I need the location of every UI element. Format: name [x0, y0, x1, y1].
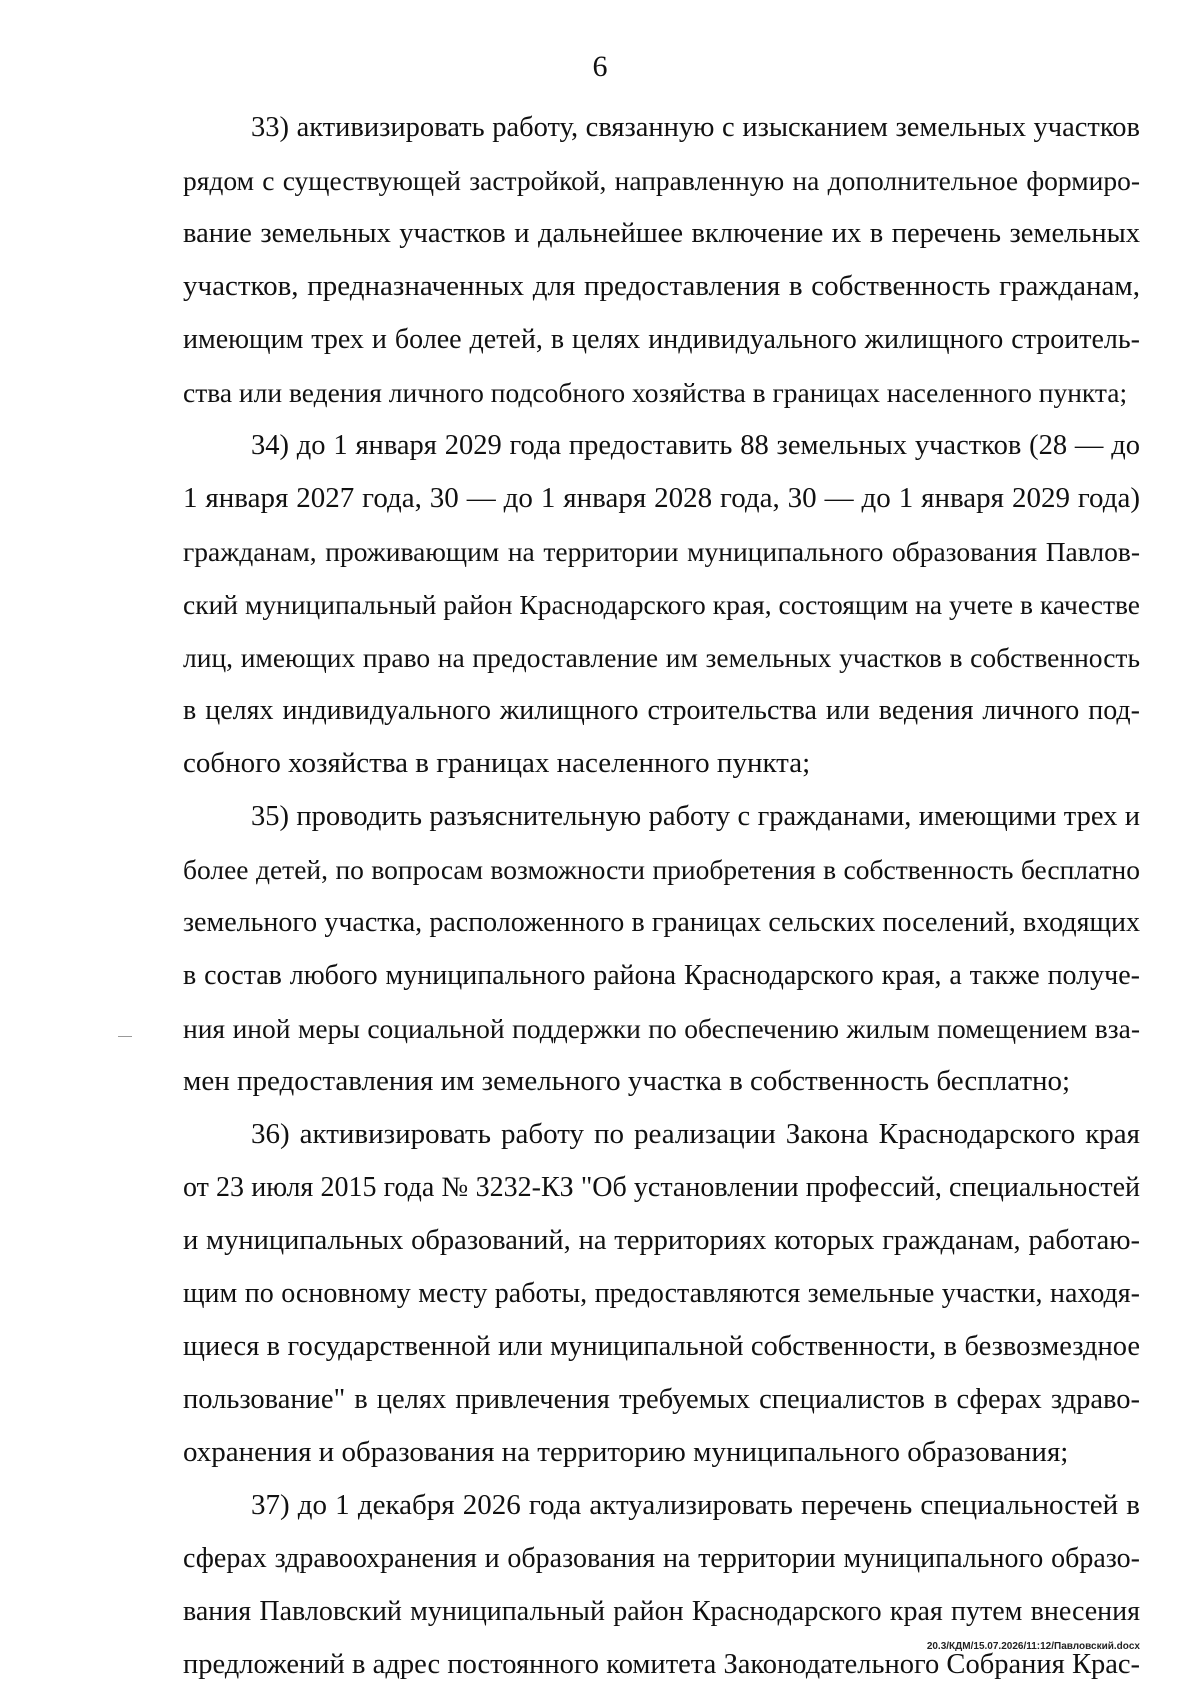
- text-line: 34) до 1 января 2029 года предоставить 88 земельных участков (28 — до: [251, 430, 1140, 461]
- text-line: гражданам, проживающим на территории муниципального образования Павлов-: [183, 536, 1140, 567]
- text-line: более детей, по вопросам возможности приобретения в собственность бесплатно: [183, 854, 1140, 885]
- text-line: охранения и образования на территорию муниципального образования;: [183, 1436, 1069, 1468]
- text-line: сферах здравоохранения и образования на территории муниципального образо-: [183, 1543, 1140, 1574]
- text-line: ский муниципальный район Краснодарского края, состоящим на учете в качестве: [183, 589, 1140, 620]
- text-line: имеющим трех и более детей, в целях индивидуального жилищного строитель-: [183, 324, 1140, 355]
- text-line: в состав любого муниципального района Краснодарского края, а также получе-: [183, 960, 1140, 991]
- text-line: предложений в адрес постоянного комитета Законодательного Собрания Крас-: [183, 1649, 1140, 1680]
- text-line: 36) активизировать работу по реализации Закона Краснодарского края: [251, 1118, 1140, 1150]
- text-line: щиеся в государственной или муниципальной собственности, в безвозмездное: [183, 1331, 1140, 1362]
- text-line: пользование" в целях привлечения требуемых специалистов в сферах здраво-: [183, 1384, 1140, 1415]
- text-line: участков, предназначенных для предоставления в собственность гражданам,: [183, 270, 1140, 302]
- text-line: лиц, имеющих право на предоставление им земельных участков в собственность: [183, 642, 1140, 673]
- file-footer: 20.3/КДМ/15.07.2026/11:12/Павловский.docx: [926, 1641, 1140, 1652]
- text-line: собного хозяйства в границах населенного пункта;: [183, 747, 811, 779]
- text-line: 1 января 2027 года, 30 — до 1 января 2028 года, 30 — до 1 января 2029 года): [183, 482, 1140, 514]
- text-line: ства или ведения личного подсобного хозяйства в границах населенного пункта;: [183, 377, 1128, 408]
- text-line: ния иной меры социальной поддержки по обеспечению жилым помещением вза-: [183, 1013, 1140, 1044]
- text-line: в целях индивидуального жилищного строительства или ведения личного под-: [183, 695, 1140, 726]
- text-line: 33) активизировать работу, связанную с изысканием земельных участков: [251, 112, 1140, 143]
- text-line: вание земельных участков и дальнейшее включение их в перечень земельных: [183, 218, 1140, 249]
- text-line: рядом с существующей застройкой, направленную на дополнительное формиро-: [183, 165, 1140, 196]
- margin-mark: [118, 1036, 132, 1037]
- text-line: земельного участка, расположенного в границах сельских поселений, входящих: [183, 907, 1140, 938]
- page-number: 6: [592, 50, 608, 83]
- text-line: от 23 июля 2015 года № 3232-КЗ "Об установлении профессий, специальностей: [183, 1172, 1140, 1203]
- text-line: 37) до 1 декабря 2026 года актуализировать перечень специальностей в: [251, 1489, 1140, 1521]
- text-line: щим по основному месту работы, предоставляются земельные участки, находя-: [183, 1278, 1140, 1309]
- document-body: [183, 101, 1140, 1691]
- text-line: 35) проводить разъяснительную работу с гражданами, имеющими трех и: [251, 801, 1140, 832]
- text-line: вания Павловский муниципальный район Краснодарского края путем внесения: [183, 1596, 1140, 1627]
- text-line: мен предоставления им земельного участка в собственность бесплатно;: [183, 1065, 1071, 1097]
- text-line: и муниципальных образований, на территориях которых гражданам, работаю-: [183, 1225, 1140, 1256]
